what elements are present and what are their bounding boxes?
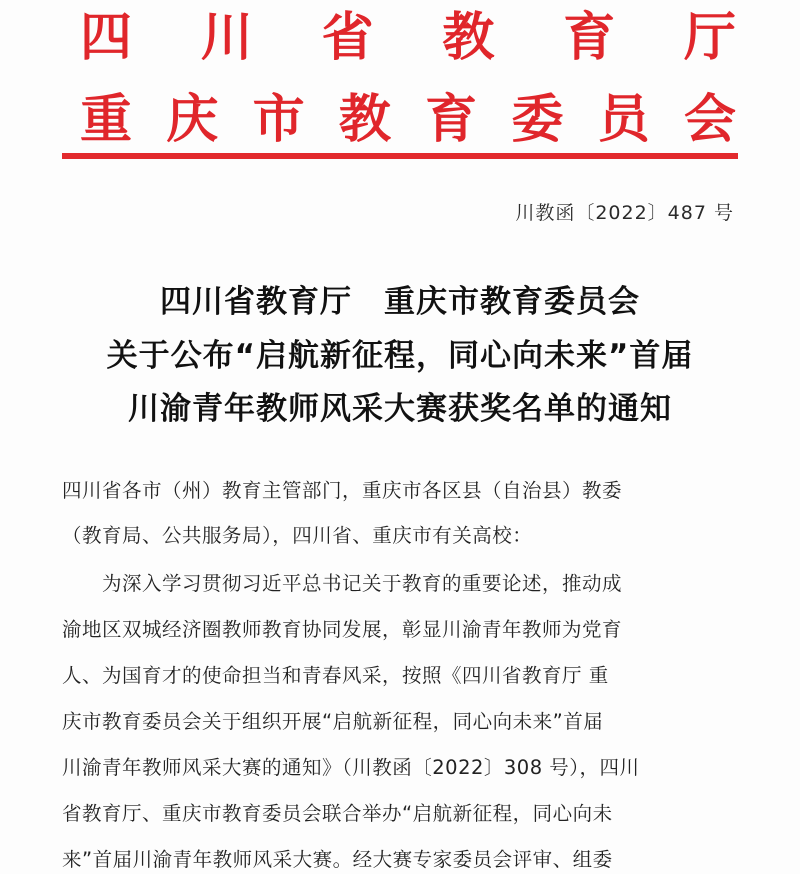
document-title-line-1: 四川省教育厅 重庆市教育委员会 — [160, 284, 640, 320]
body-line-9: 来”首届川渝青年教师风采大赛。经大赛专家委员会评审、组委 — [62, 848, 613, 871]
body-line-4: 渝地区双城经济圈教师教育协同发展，彰显川渝青年教师为党育 — [62, 618, 623, 641]
issuer-header-chongqing: 重 庆 市 教 育 委 员 会 — [80, 89, 736, 150]
body-line-7: 川渝青年教师风采大赛的通知》（川教函〔2022〕308 号），四川 — [62, 756, 640, 779]
document-title-line-3: 川渝青年教师风采大赛获奖名单的通知 — [128, 391, 672, 427]
body-line-2: （教育局、公共服务局），四川省、重庆市有关高校： — [62, 524, 533, 547]
document-title-line-2: 关于公布“启航新征程，同心向未来”首届 — [106, 338, 694, 374]
body-line-6: 庆市教育委员会关于组织开展“启航新征程，同心向未来”首届 — [62, 710, 604, 733]
body-line-1: 四川省各市（州）教育主管部门，重庆市各区县（自治县）教委 — [62, 479, 623, 502]
body-line-5: 人、为国育才的使命担当和青春风采，按照《四川省教育厅 重 — [62, 664, 609, 687]
body-line-8: 省教育厅、重庆市教育委员会联合举办“启航新征程，同心向未 — [62, 802, 613, 825]
red-divider-line — [62, 153, 738, 159]
body-line-3: 为深入学习贯彻习近平总书记关于教育的重要论述，推动成 — [62, 572, 623, 595]
issuer-header-sichuan: 四 川 省 教 育 厅 — [80, 7, 736, 68]
document-number: 川教函〔2022〕487 号 — [515, 202, 734, 224]
